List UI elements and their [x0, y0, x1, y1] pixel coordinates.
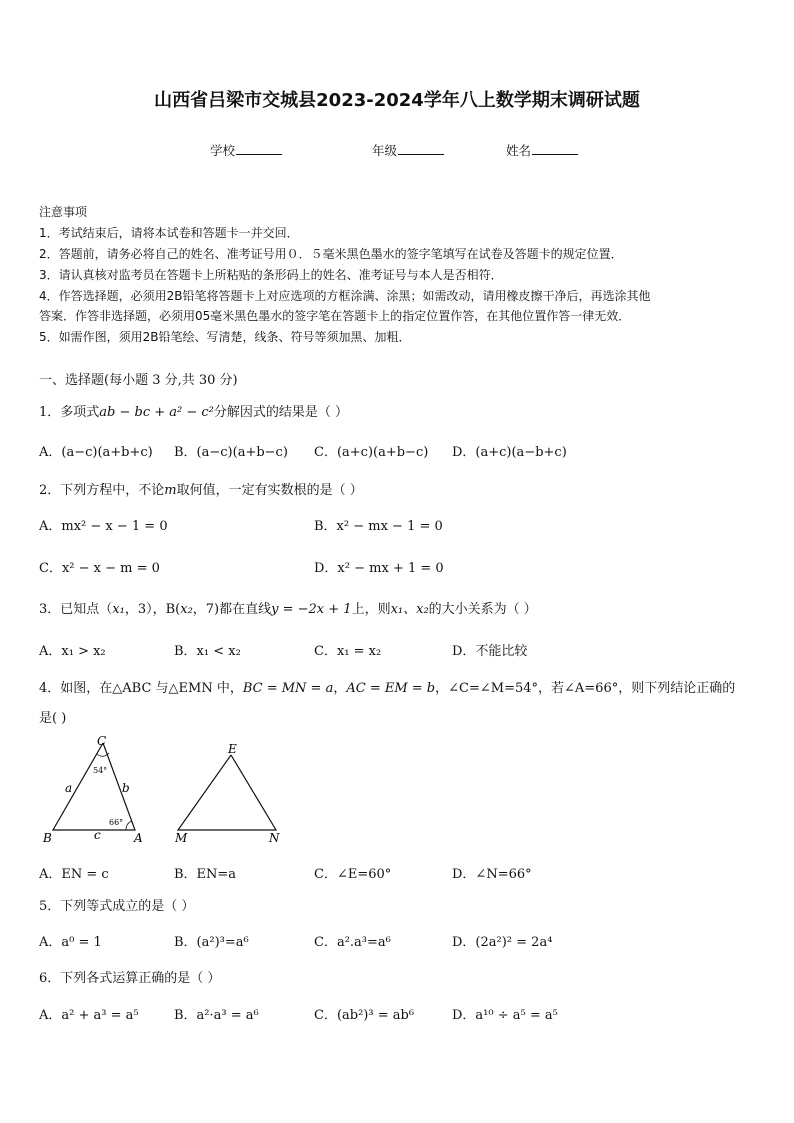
- q4-eq2: AC = EM = b: [346, 681, 436, 696]
- q3-stem-d: 上，则: [351, 602, 391, 617]
- question-5-stem: 5．下列等式成立的是（ ）: [39, 899, 195, 914]
- q3-line-equation: y = −2x + 1: [271, 602, 352, 617]
- name-label: 姓名: [506, 143, 532, 158]
- label-a: A: [134, 831, 143, 845]
- q1-option-c: C．(a+c)(a+b−c): [314, 445, 429, 460]
- q3-option-b: B．x₁ < x₂: [174, 644, 241, 659]
- question-6-stem: 6．下列各式运算正确的是（ ）: [39, 971, 221, 986]
- q3-option-a: A．x₁ > x₂: [39, 644, 106, 659]
- question-4-stem-line2: 是( ): [39, 711, 67, 726]
- q1-option-a: A．(a−c)(a+b+c): [39, 445, 153, 460]
- school-label: 学校: [210, 143, 236, 158]
- angle-c-value: 54°: [93, 766, 108, 775]
- question-4-stem-line1: [39, 677, 735, 696]
- q3-stem-e: 的大小关系为（ ）: [428, 602, 537, 617]
- q3-x2: x₂: [180, 602, 193, 617]
- q1-stem-post: 分解因式的结果是（ ）: [213, 405, 349, 420]
- label-c: C: [97, 735, 107, 748]
- q4-option-c: C．∠E=60°: [314, 867, 392, 882]
- q3-stem-b: ，3），B(: [124, 602, 181, 617]
- q2-stem-post: 取何值，一定有实数根的是（ ）: [176, 483, 363, 498]
- q3-x1: x₁: [112, 602, 125, 617]
- side-c-label: c: [94, 828, 101, 842]
- grade-label: 年级: [372, 143, 398, 158]
- school-blank: [236, 142, 282, 155]
- label-n: N: [269, 831, 280, 845]
- q3-option-c: C．x₁ = x₂: [314, 644, 382, 659]
- q5-option-c: C．a².a³=a⁶: [314, 935, 391, 950]
- q4-eq1: BC = MN = a: [242, 681, 334, 696]
- label-b: B: [43, 831, 52, 845]
- q4-stem-b: ，∠C=∠M=54°，若∠A=66°，则下列结论正确的: [435, 681, 736, 696]
- q6-option-c: C．(ab²)³ = ab⁶: [314, 1008, 415, 1023]
- q4-comma: ，: [333, 681, 347, 696]
- notes-heading: 注意事项: [39, 205, 88, 219]
- q5-option-b: B．(a²)³=a⁶: [174, 935, 249, 950]
- name-field: [506, 141, 578, 159]
- q2-variable: m: [164, 483, 177, 498]
- side-a-label: a: [65, 781, 73, 795]
- label-e: E: [228, 742, 237, 756]
- name-blank: [532, 142, 578, 155]
- angle-a-arc: [126, 821, 132, 830]
- q4-stem-a: 4．如图，在△ABC 与△EMN 中，: [39, 681, 243, 696]
- q4-option-b: B．EN=a: [174, 867, 237, 882]
- school-field: [210, 141, 282, 159]
- q5-option-d: D．(2a²)² = 2a⁴: [452, 935, 553, 950]
- q4-option-d: D．∠N=66°: [452, 867, 532, 882]
- q3-vars: x₁、x₂: [390, 602, 429, 617]
- angle-a-value: 66°: [109, 818, 124, 827]
- section-heading: 一、选择题(每小题 3 分,共 30 分): [39, 373, 238, 388]
- note-item: 4．作答选择题，必须用2B铅笔将答题卡上对应选项的方框涂满、涂黑；如需改动，请用橡皮擦干净后，再选涂其他: [39, 289, 651, 303]
- q6-option-d: D．a¹⁰ ÷ a⁵ = a⁵: [452, 1008, 558, 1023]
- q5-option-a: A．a⁰ = 1: [39, 935, 102, 950]
- question-1-stem: [39, 401, 348, 420]
- q3-stem-a: 3．已知点（: [39, 602, 113, 617]
- side-b-label: b: [122, 781, 130, 795]
- q2-option-a: A．mx² − x − 1 = 0: [39, 519, 168, 534]
- q1-option-b: B．(a−c)(a+b−c): [174, 445, 288, 460]
- q3-stem-c: ，7)都在直线: [192, 602, 272, 617]
- triangle-emn: [178, 755, 276, 830]
- q3-option-d: D．不能比较: [452, 644, 528, 659]
- grade-field: [372, 141, 444, 159]
- q2-option-d: D．x² − mx + 1 = 0: [314, 561, 444, 576]
- q1-expression: ab − bc + a² − c²: [99, 405, 214, 420]
- triangles-figure: [40, 735, 300, 847]
- q2-stem-pre: 2．下列方程中，不论: [39, 483, 165, 498]
- q2-option-c: C．x² − x − m = 0: [39, 561, 160, 576]
- note-item: 2．答题前，请务必将自己的姓名、准考证号用０．５毫米黑色墨水的签字笔填写在试卷及答题卡的规定位置．: [39, 247, 623, 261]
- question-3-stem: [39, 598, 537, 617]
- q6-option-b: B．a²·a³ = a⁶: [174, 1008, 259, 1023]
- note-item: 答案．作答非选择题，必须用05毫米黑色墨水的签字笔在答题卡上的指定位置作答，在其他位置作答一律无效．: [39, 309, 631, 323]
- q1-option-d: D．(a+c)(a−b+c): [452, 445, 567, 460]
- q6-option-a: A．a² + a³ = a⁵: [39, 1008, 139, 1023]
- note-item: 1．考试结束后，请将本试卷和答题卡一并交回．: [39, 226, 299, 240]
- note-item: 3．请认真核对监考员在答题卡上所粘贴的条形码上的姓名、准考证号与本人是否相符．: [39, 268, 503, 282]
- q2-option-b: B．x² − mx − 1 = 0: [314, 519, 443, 534]
- q4-option-a: A．EN = c: [39, 867, 109, 882]
- label-m: M: [175, 831, 188, 845]
- question-2-stem: [39, 479, 363, 498]
- page-title: 山西省吕梁市交城县2023-2024学年八上数学期末调研试题: [154, 90, 640, 111]
- q1-stem-pre: 1．多项式: [39, 405, 100, 420]
- grade-blank: [398, 142, 444, 155]
- note-item: 5．如需作图，须用2B铅笔绘、写清楚，线条、符号等须加黑、加粗．: [39, 330, 411, 344]
